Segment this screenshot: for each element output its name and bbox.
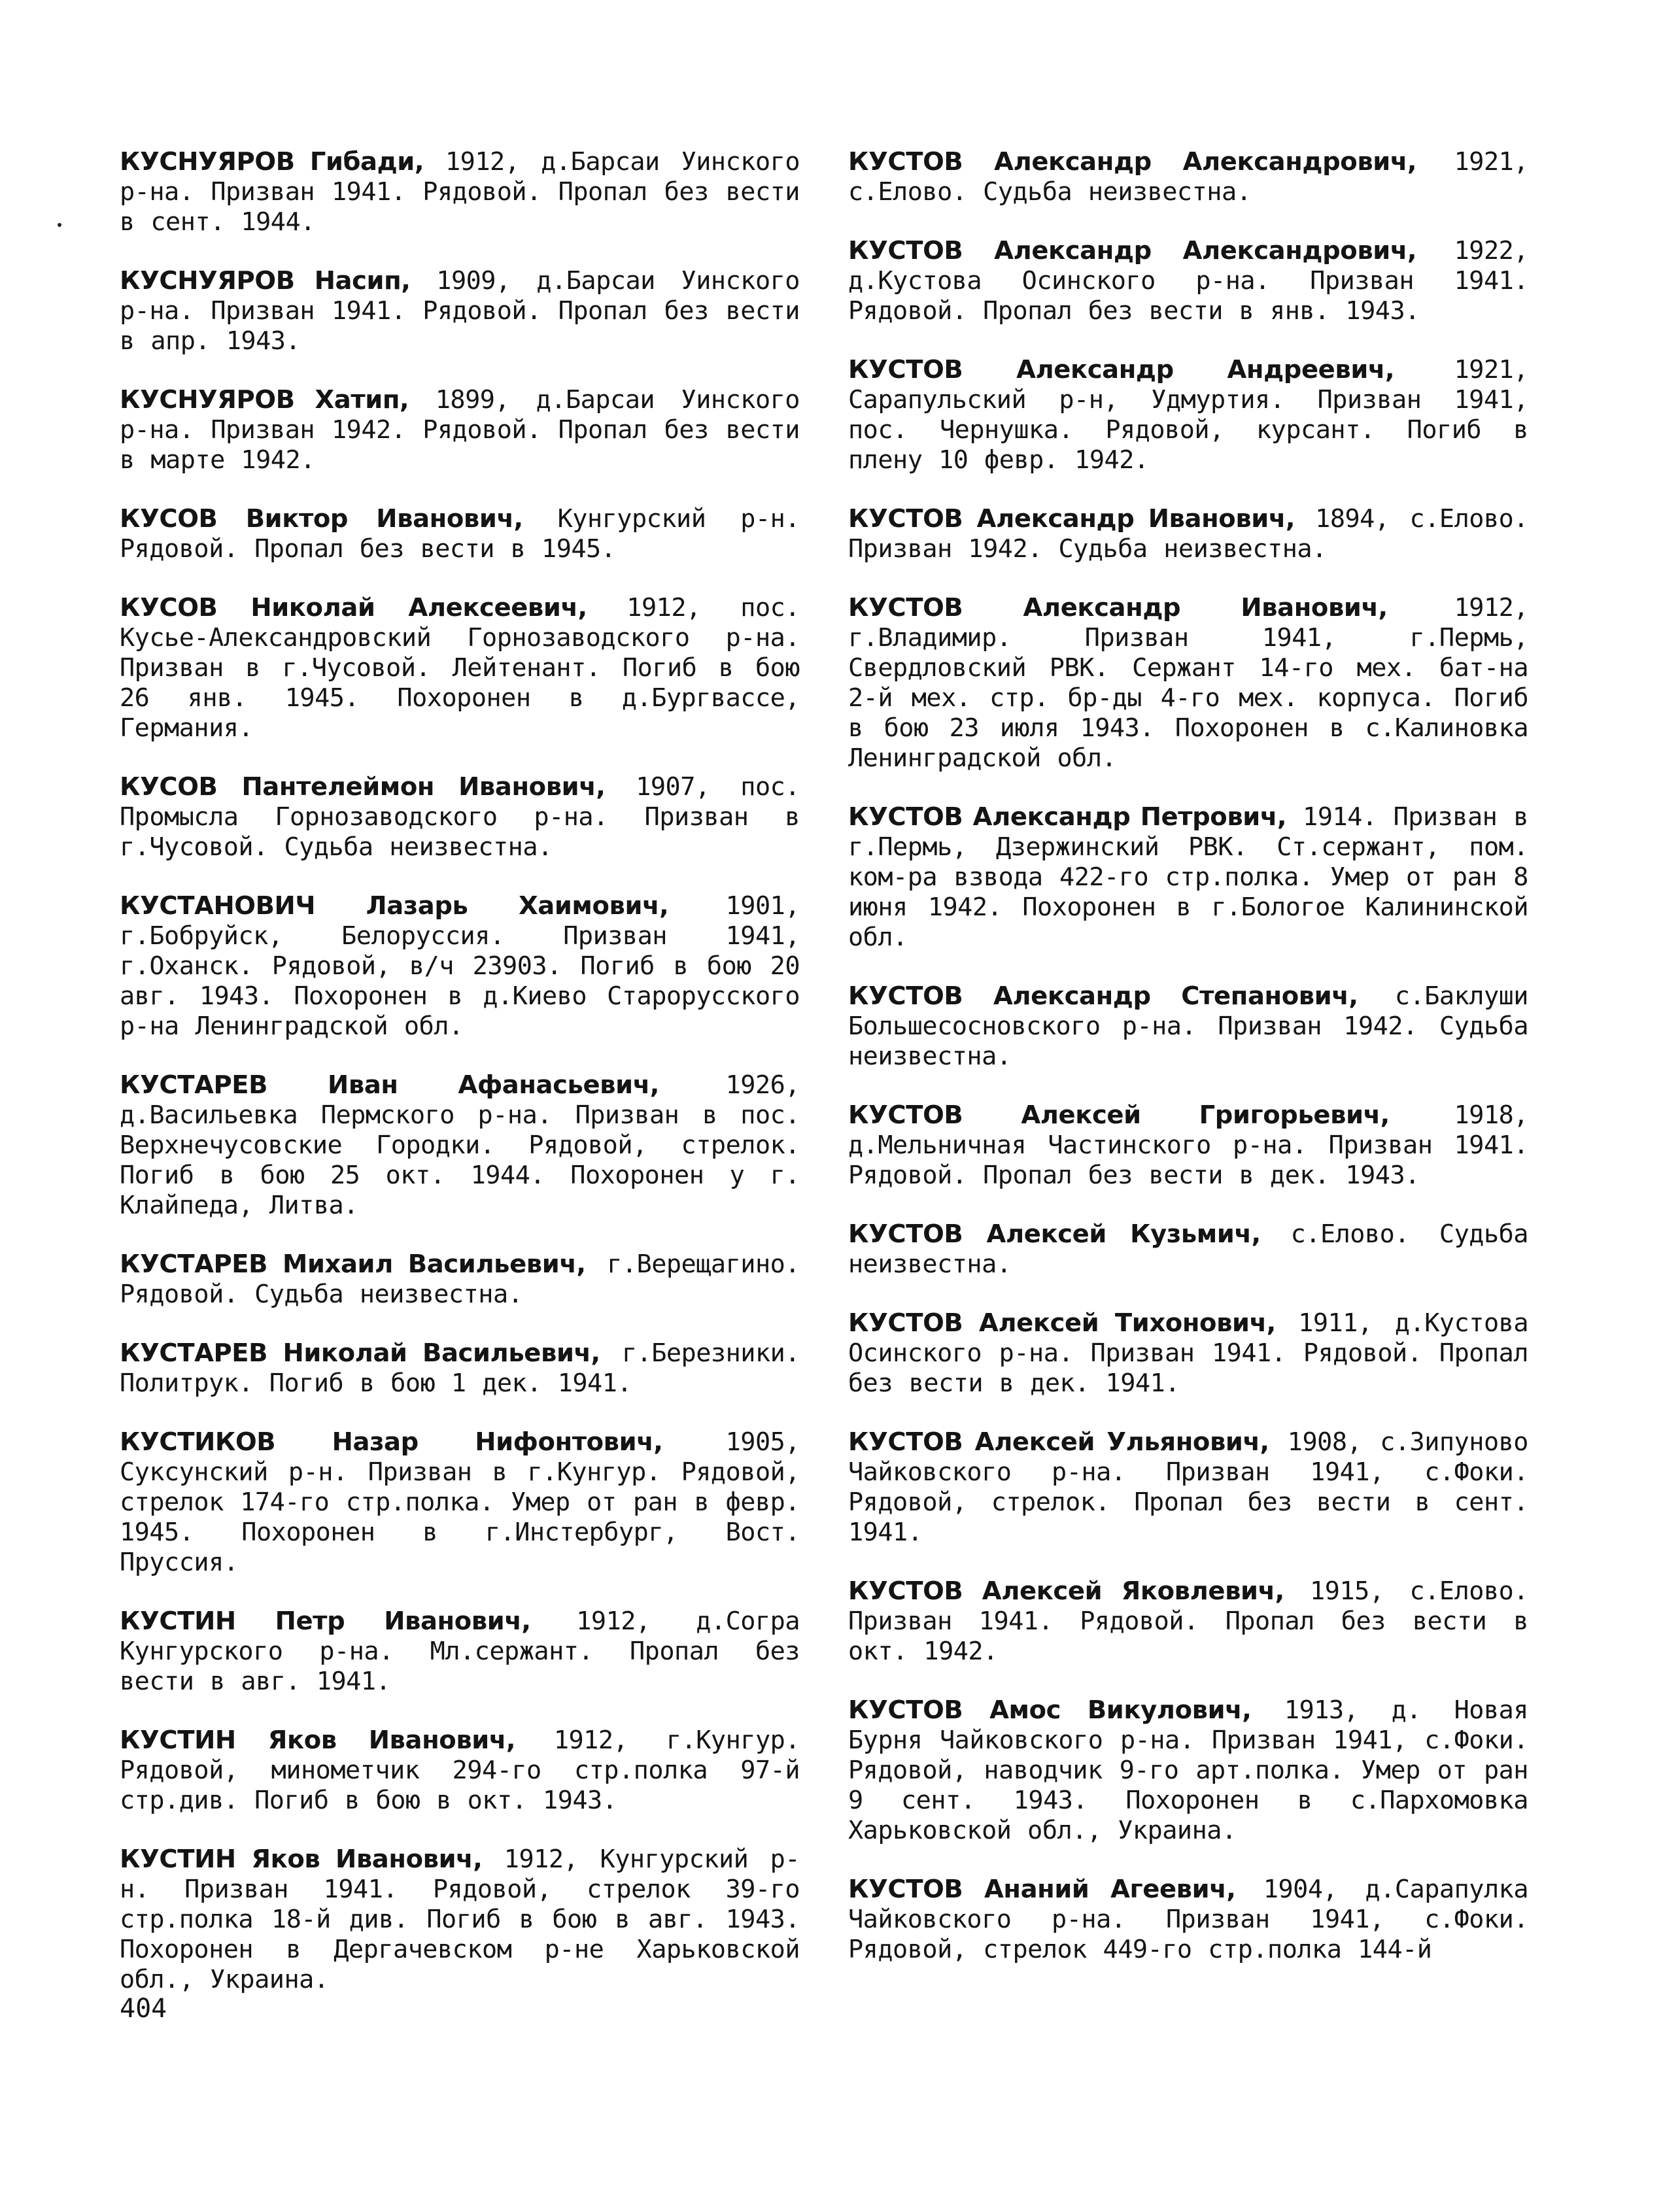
entry-text: 1909, д.Барсаи Уинского р-на. Призван 1941. Рядовой. Пропал без вести в апр. 1943.	[120, 266, 800, 356]
entry-text: 1899, д.Барсаи Уинского р-на. Призван 1942. Рядовой. Пропал без вести в марте 1942.	[120, 385, 800, 475]
entry-name: КУСТОВ Алексей Ульянович,	[848, 1427, 1269, 1457]
page-number: 404	[120, 1994, 167, 2024]
entry-text: 1901, г.Бобруйск, Белоруссия. Призван 1941, г.Оханск. Рядовой, в/ч 23903. Погиб в бою 20 авг. 1943. Похоронен в д.Киево Старорусского р-на Ленинградской обл.	[120, 891, 800, 1041]
entry-name: КУСТОВ Амос Викулович,	[848, 1695, 1252, 1725]
entry-text: 1912, Кунгурский р-н. Призван 1941. Рядовой, стрелок 39-го стр.полка 18-й див. Погиб в бою в авг. 1943. Похоронен в Дергачевском р-не Харьковской обл., Украина.	[120, 1845, 800, 1994]
list-item	[120, 772, 800, 862]
entry-text: 1921, Сарапульский р-н, Удмуртия. Призван 1941, пос. Чернушка. Рядовой, курсант. Погиб в плену 10 февр. 1942.	[848, 355, 1528, 475]
list-item	[848, 1100, 1528, 1191]
list-item	[120, 385, 800, 475]
entry-name: КУСТАНОВИЧ Лазарь Хаимович,	[120, 891, 669, 921]
list-item	[848, 504, 1528, 564]
entry-text: г.Верещагино. Рядовой. Судьба неизвестна.	[120, 1250, 800, 1309]
list-item	[120, 266, 800, 356]
list-item	[120, 1607, 800, 1697]
list-item	[848, 1695, 1528, 1846]
list-item	[120, 593, 800, 743]
entry-text: 1926, д.Васильевка Пермского р-на. Призван в пос. Верхнечусовские Городки. Рядовой, стрелок. Погиб в бою 25 окт. 1944. Похоронен у г. Клайпеда, Литва.	[120, 1070, 800, 1220]
list-item	[120, 1726, 800, 1816]
list-item	[120, 1070, 800, 1221]
entry-name: КУСНУЯРОВ Насип,	[120, 266, 411, 296]
entry-text: 1911, д.Кустова Осинского р-на. Призван 1941. Рядовой. Пропал без вести в дек. 1941.	[848, 1308, 1529, 1398]
list-item	[848, 355, 1528, 475]
entry-name: КУСТОВ Александр Иванович,	[848, 593, 1388, 622]
entry-text: 1908, с.Зипуново Чайковского р-на. Призван 1941, с.Фоки. Рядовой, стрелок. Пропал без вести в сент. 1941.	[848, 1427, 1528, 1547]
list-item	[848, 802, 1528, 953]
entry-name: КУСТОВ Алексей Тихонович,	[848, 1308, 1276, 1338]
entry-text: с.Баклуши Большесосновского р-на. Призван 1942. Судьба неизвестна.	[848, 981, 1528, 1071]
entry-text: 1914. Призван в г.Пермь, Дзержинский РВК. Ст.сержант, пом. ком-ра взвода 422-го стр.полка. Умер от ран 8 июня 1942. Похоронен в г.Бологое Калининской обл.	[848, 802, 1529, 952]
entry-text: 1905, Суксунский р-н. Призван в г.Кунгур. Рядовой, стрелок 174-го стр.полка. Умер от ран в февр. 1945. Похоронен в г.Инстербург, Вост. Пруссия.	[120, 1427, 800, 1577]
entry-name: КУСТОВ Александр Степанович,	[848, 981, 1358, 1011]
entry-name: КУСТОВ Александр Александрович,	[848, 236, 1417, 265]
entry-text: Кунгурский р-н. Рядовой. Пропал без вести в 1945.	[120, 504, 800, 564]
entry-name: КУСТАРЕВ Николай Васильевич,	[120, 1338, 600, 1368]
entry-name: КУСТИН Яков Иванович,	[120, 1726, 516, 1755]
list-item	[848, 1576, 1528, 1667]
entry-text: 1912, г.Владимир. Призван 1941, г.Пермь, Свердловский РВК. Сержант 14-го мех. бат-на 2-й мех. стр. бр-ды 4-го мех. корпуса. Погиб в бою 23 июля 1943. Похоронен в с.Калиновка Ленинградской обл.	[848, 593, 1529, 773]
list-item	[848, 236, 1528, 326]
entry-name: КУСТОВ Александр Андреевич,	[848, 355, 1395, 384]
entry-text: с.Елово. Судьба неизвестна.	[848, 1219, 1528, 1279]
entry-name: КУСТОВ Александр Иванович,	[848, 504, 1295, 534]
entry-text: г.Березники. Политрук. Погиб в бою 1 дек. 1941.	[120, 1338, 800, 1398]
entry-name: КУСТАРЕВ Иван Афанасьевич,	[120, 1070, 659, 1100]
list-item	[848, 147, 1528, 207]
list-item	[848, 1427, 1528, 1548]
entry-name: КУСТИН Яков Иванович,	[120, 1845, 483, 1874]
entry-name: КУСТИН Петр Иванович,	[120, 1607, 531, 1636]
entry-text: 1907, пос. Промысла Горнозаводского р-на. Призван в г.Чусовой. Судьба неизвестна.	[120, 772, 800, 862]
stray-mark	[58, 223, 61, 227]
list-item	[848, 1875, 1528, 1965]
entry-name: КУСТОВ Александр Александрович,	[848, 147, 1417, 177]
list-item	[120, 891, 800, 1042]
entry-text: 1922, д.Кустова Осинского р-на. Призван 1941. Рядовой. Пропал без вести в янв. 1943.	[848, 236, 1529, 326]
entry-text: 1894, с.Елово. Призван 1942. Судьба неизвестна.	[848, 504, 1528, 564]
entry-name: КУСТОВ Алексей Кузьмич,	[848, 1219, 1261, 1249]
list-item	[848, 981, 1528, 1072]
list-item	[120, 1845, 800, 1995]
entry-name: КУСТАРЕВ Михаил Васильевич,	[120, 1250, 586, 1279]
entry-text: 1918, д.Мельничная Частинского р-на. Призван 1941. Рядовой. Пропал без вести в дек. 1943.	[848, 1100, 1528, 1190]
entry-text: 1912, д.Согра Кунгурского р-на. Мл.сержант. Пропал без вести в авг. 1941.	[120, 1607, 800, 1696]
entry-name: КУСТОВ Ананий Агеевич,	[848, 1875, 1236, 1904]
list-item	[120, 504, 800, 564]
list-item	[848, 1308, 1528, 1399]
list-item	[120, 1427, 800, 1578]
list-item	[848, 1219, 1528, 1280]
entry-text: 1904, д.Сарапулка Чайковского р-на. Призван 1941, с.Фоки. Рядовой, стрелок 449-го стр.полка 144-й	[848, 1875, 1528, 1964]
entry-name: КУСОВ Виктор Иванович,	[120, 504, 523, 534]
entry-name: КУСОВ Пантелеймон Иванович,	[120, 772, 606, 802]
entry-text: 1915, с.Елово. Призван 1941. Рядовой. Пропал без вести в окт. 1942.	[848, 1576, 1528, 1666]
list-item	[120, 1338, 800, 1399]
list-item	[120, 1250, 800, 1310]
entry-name: КУСТИКОВ Назар Нифонтович,	[120, 1427, 663, 1457]
entry-name: КУСОВ Николай Алексеевич,	[120, 593, 587, 622]
entry-text: 1912, д.Барсаи Уинского р-на. Призван 1941. Рядовой. Пропал без вести в сент. 1944.	[120, 147, 800, 237]
list-item	[848, 593, 1528, 774]
entry-text: 1921, с.Елово. Судьба неизвестна.	[848, 147, 1529, 207]
entry-name: КУСТОВ Александр Петрович,	[848, 802, 1287, 832]
entry-text: 1912, пос. Кусье-Александровский Горнозаводского р-на. Призван в г.Чусовой. Лейтенант. Погиб в бою 26 янв. 1945. Похоронен в д.Бургвассе, Германия.	[120, 593, 800, 743]
entry-name: КУСНУЯРОВ Хатип,	[120, 385, 409, 415]
entry-text: 1913, д. Новая Бурня Чайковского р-на. Призван 1941, с.Фоки. Рядовой, наводчик 9-го арт.полка. Умер от ран 9 сент. 1943. Похоронен в с.Пархомовка Харьковской обл., Украина.	[848, 1695, 1528, 1845]
entry-name: КУСТОВ Алексей Григорьевич,	[848, 1100, 1390, 1130]
entry-name: КУСТОВ Алексей Яковлевич,	[848, 1576, 1284, 1606]
list-item	[120, 147, 800, 237]
entry-text: 1912, г.Кунгур. Рядовой, минометчик 294-го стр.полка 97-й стр.див. Погиб в бою в окт. 1943.	[120, 1726, 800, 1815]
left-column	[120, 147, 800, 2024]
entry-name: КУСНУЯРОВ Гибади,	[120, 147, 424, 177]
right-column	[848, 147, 1528, 1994]
